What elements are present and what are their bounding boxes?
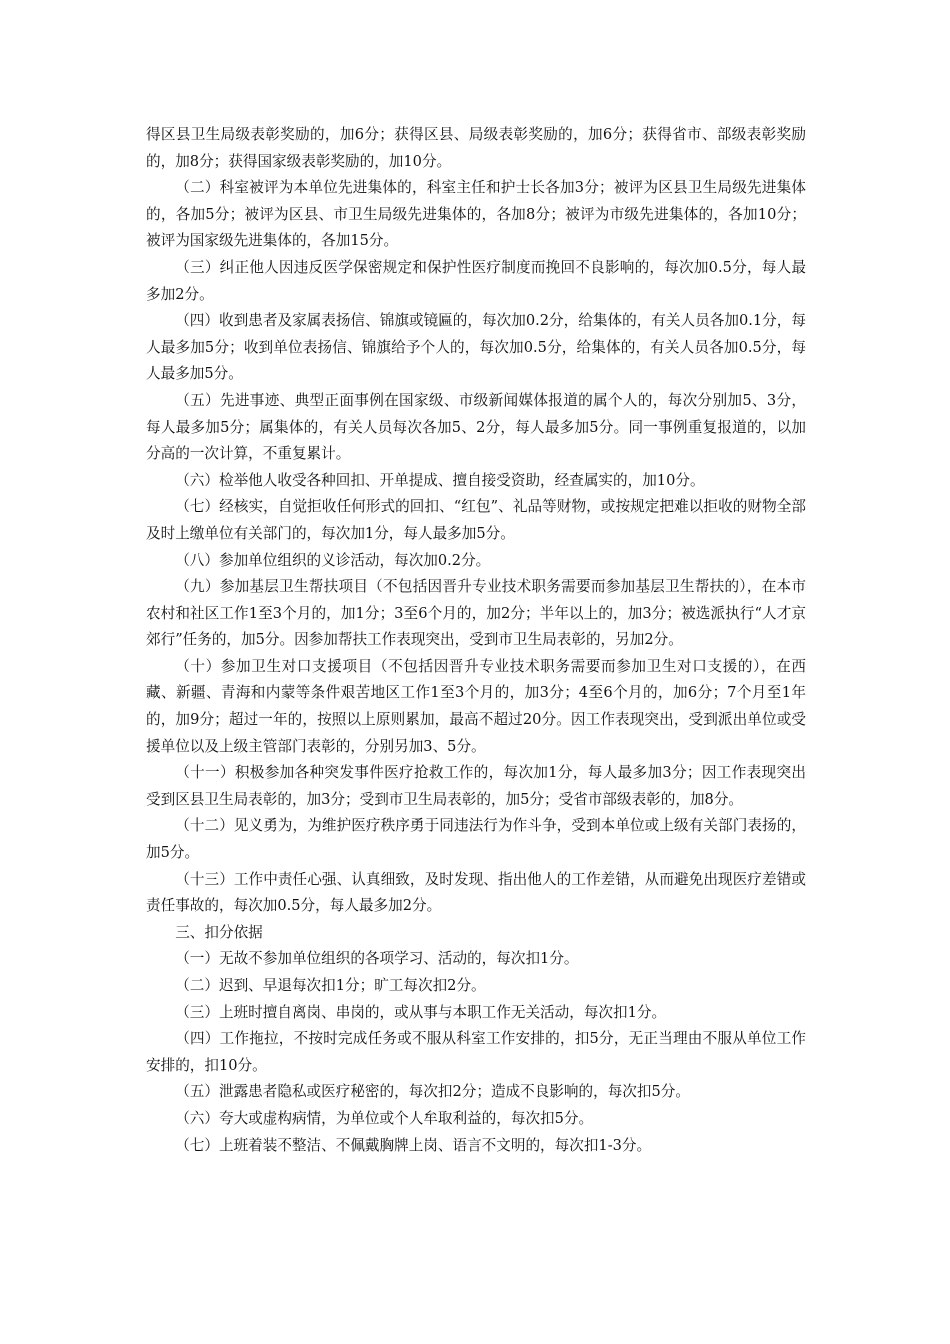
paragraph-item-12: （十二）见义勇为，为维护医疗秩序勇于同违法行为作斗争，受到本单位或上级有关部门表扬的，加5分。 [146, 817, 806, 862]
deduction-item-2: （二）迟到、早退每次扣1分；旷工每次扣2分。 [175, 977, 486, 994]
paragraph-item-3: （三）纠正他人因违反医学保密规定和保护性医疗制度而挽回不良影响的，每次加0.5分，每人最多加2分。 [146, 258, 806, 303]
paragraph-item-5: （五）先进事迹、典型正面事例在国家级、市级新闻媒体报道的属个人的，每次分别加5、3分，每人最多加5分；属集体的，有关人员每次各加5、2分，每人最多加5分。同一事例重复报道的，以加分高的一次计算，不重复累计。 [146, 391, 806, 463]
section-heading-deductions: 三、扣分依据 [175, 923, 263, 941]
paragraph-item-4: （四）收到患者及家属表扬信、锦旗或镜匾的，每次加0.2分，给集体的，有关人员各加0.1分，每人最多加5分；收到单位表扬信、锦旗给予个人的，每次加0.5分，给集体的，有关人员各加0.5分，每人最多加5分。 [146, 312, 806, 383]
deduction-item-7: （七）上班着装不整洁、不佩戴胸牌上岗、语言不文明的，每次扣1-3分。 [175, 1136, 652, 1154]
deduction-item-4: （四）工作拖拉，不按时完成任务或不服从科室工作安排的，扣5分，无正当理由不服从单位工作安排的，扣10分。 [146, 1030, 806, 1074]
paragraph-item-10: （十）参加卫生对口支援项目（不包括因晋升专业技术职务需要而参加卫生对口支援的），在西藏、新疆、青海和内蒙等条件艰苦地区工作1至3个月的，加3分；4至6个月的，加6分；7个月至1年的，加9分；超过一年的，按照以上原则累加，最高不超过20分。因工作表现突出，受到派出单位或受援单位以及上级主管部门表彰的，分别另加3、5分。 [146, 657, 806, 755]
paragraph-item-6: （六）检举他人收受各种回扣、开单提成、擅自接受资助，经查属实的，加10分。 [175, 471, 705, 489]
deduction-item-6: （六）夸大或虚构病情，为单位或个人牟取利益的，每次扣5分。 [175, 1109, 594, 1127]
document-body [146, 122, 806, 1159]
paragraph-item-9: （九）参加基层卫生帮扶项目（不包括因晋升专业技术职务需要而参加基层卫生帮扶的），在本市农村和社区工作1至3个月的，加1分；3至6个月的，加2分；半年以上的，加3分；被选派执行“人才京郊行”任务的，加5分。因参加帮扶工作表现突出，受到市卫生局表彰的，另加2分。 [146, 578, 806, 649]
paragraph-item-13: （十三）工作中责任心强、认真细致，及时发现、指出他人的工作差错，从而避免出现医疗差错或责任事故的，每次加0.5分，每人最多加2分。 [146, 870, 806, 915]
deduction-item-1: （一）无故不参加单位组织的各项学习、活动的，每次扣1分。 [175, 950, 579, 968]
deduction-item-5: （五）泄露患者隐私或医疗秘密的，每次扣2分；造成不良影响的，每次扣5分。 [175, 1083, 690, 1101]
deduction-item-3: （三）上班时擅自离岗、串岗的，或从事与本职工作无关活动，每次扣1分。 [175, 1003, 667, 1021]
paragraph-item-8: （八）参加单位组织的义诊活动，每次加0.2分。 [175, 551, 491, 569]
paragraph-item-7: （七）经核实，自觉拒收任何形式的回扣、“红包”、礼品等财物，或按规定把难以拒收的财物全部及时上缴单位有关部门的，每次加1分，每人最多加5分。 [146, 498, 806, 542]
paragraph-item-11: （十一）积极参加各种突发事件医疗抢救工作的，每次加1分，每人最多加3分；因工作表现突出受到区县卫生局表彰的，加3分；受到市卫生局表彰的，加5分；受省市部级表彰的，加8分。 [146, 764, 806, 808]
paragraph-continuation: 得区县卫生局级表彰奖励的，加6分；获得区县、局级表彰奖励的，加6分；获得省市、部级表彰奖励的，加8分；获得国家级表彰奖励的，加10分。 [146, 126, 806, 170]
paragraph-item-2: （二）科室被评为本单位先进集体的，科室主任和护士长各加3分；被评为区县卫生局级先进集体的，各加5分；被评为区县、市卫生局级先进集体的，各加8分；被评为市级先进集体的，各加10分；被评为国家级先进集体的，各加15分。 [146, 179, 806, 250]
